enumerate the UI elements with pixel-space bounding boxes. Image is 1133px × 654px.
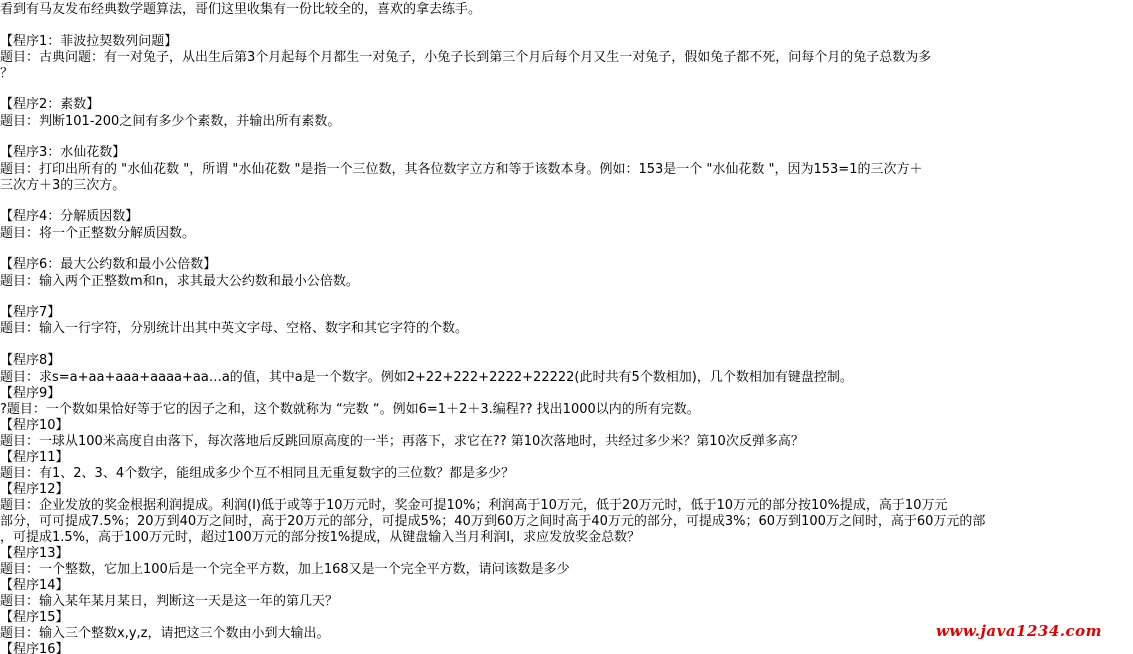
program-12-title: 【程序12】 (0, 482, 69, 497)
program-15-title: 【程序15】 (0, 610, 69, 625)
program-11-question: 题目：有1、2、3、4个数字，能组成多少个互不相同且无重复数字的三位数？都是多少？ (0, 466, 515, 481)
program-9-question: ?题目：一个数如果恰好等于它的因子之和，这个数就称为 “完数 “。例如6=1＋2＋3.编程?? 找出1000以内的所有完数。 (0, 402, 700, 417)
program-11-title: 【程序11】 (0, 450, 69, 465)
program-4-question: 题目：将一个正整数分解质因数。 (0, 226, 196, 241)
program-2-question: 题目：判断101-200之间有多少个素数，并输出所有素数。 (0, 114, 341, 129)
program-1-title: 【程序1：菲波拉契数列问题】 (0, 34, 178, 49)
intro-text: 看到有马友发布经典数学题算法，哥们这里收集有一份比较全的，喜欢的拿去练手。 (0, 2, 482, 17)
program-8-title: 【程序8】 (0, 353, 61, 368)
program-13-title: 【程序13】 (0, 546, 69, 561)
program-2-title: 【程序2：素数】 (0, 97, 100, 112)
program-10-question: 题目：一球从100米高度自由落下，每次落地后反跳回原高度的一半；再落下，求它在?? 第10次落地时，共经过多少米？第10次反弹多高？ (0, 434, 804, 449)
program-15-question: 题目：输入三个整数x,y,z，请把这三个数由小到大输出。 (0, 626, 330, 641)
program-8-question: 题目：求s=a+aa+aaa+aaaa+aa…a的值，其中a是一个数字。例如2+22+222+2222+22222(此时共有5个数相加)，几个数相加有键盘控制。 (0, 370, 853, 385)
watermark-text: www.java1234.com (936, 622, 1103, 640)
program-12-question-cont: 部分，可可提成7.5%；20万到40万之间时，高于20万元的部分，可提成5%；40万到60万之间时高于40万元的部分，可提成3%；60万到100万之间时，高于60万元的部 (0, 514, 986, 529)
program-14-question: 题目：输入某年某月某日，判断这一天是这一年的第几天？ (0, 594, 339, 609)
program-12-question: 题目：企业发放的奖金根据利润提成。利润(I)低于或等于10万元时，奖金可提10%；利润高于10万元，低于20万元时，低于10万元的部分按10%提成，高于10万元 (0, 498, 948, 513)
program-14-title: 【程序14】 (0, 578, 69, 593)
program-3-title: 【程序3：水仙花数】 (0, 145, 126, 160)
program-7-title: 【程序7】 (0, 305, 61, 320)
program-13-question: 题目：一个整数，它加上100后是一个完全平方数，加上168又是一个完全平方数，请问该数是多少 (0, 562, 570, 577)
program-1-question-cont: ？ (0, 66, 14, 81)
program-10-title: 【程序10】 (0, 418, 69, 433)
program-6-question: 题目：输入两个正整数m和n，求其最大公约数和最小公倍数。 (0, 274, 359, 289)
program-3-question: 题目：打印出所有的 "水仙花数 "，所谓 "水仙花数 "是指一个三位数，其各位数字立方和等于该数本身。例如：153是一个 "水仙花数 "，因为153=1的三次方＋ (0, 162, 923, 177)
program-6-title: 【程序6：最大公约数和最小公倍数】 (0, 257, 217, 272)
program-12-question-cont-2: ，可提成1.5%，高于100万元时，超过100万元的部分按1%提成，从键盘输入当月利润I，求应发放奖金总数？ (0, 530, 641, 545)
program-1-question: 题目：古典问题：有一对兔子，从出生后第3个月起每个月都生一对兔子，小兔子长到第三个月后每个月又生一对兔子，假如兔子都不死，问每个月的兔子总数为多 (0, 50, 932, 65)
program-4-title: 【程序4：分解质因数】 (0, 209, 139, 224)
program-3-question-cont: 三次方＋3的三次方。 (0, 178, 126, 193)
program-7-question: 题目：输入一行字符，分别统计出其中英文字母、空格、数字和其它字符的个数。 (0, 321, 469, 336)
program-9-title: 【程序9】 (0, 386, 61, 401)
program-16-title: 【程序16】 (0, 642, 69, 654)
